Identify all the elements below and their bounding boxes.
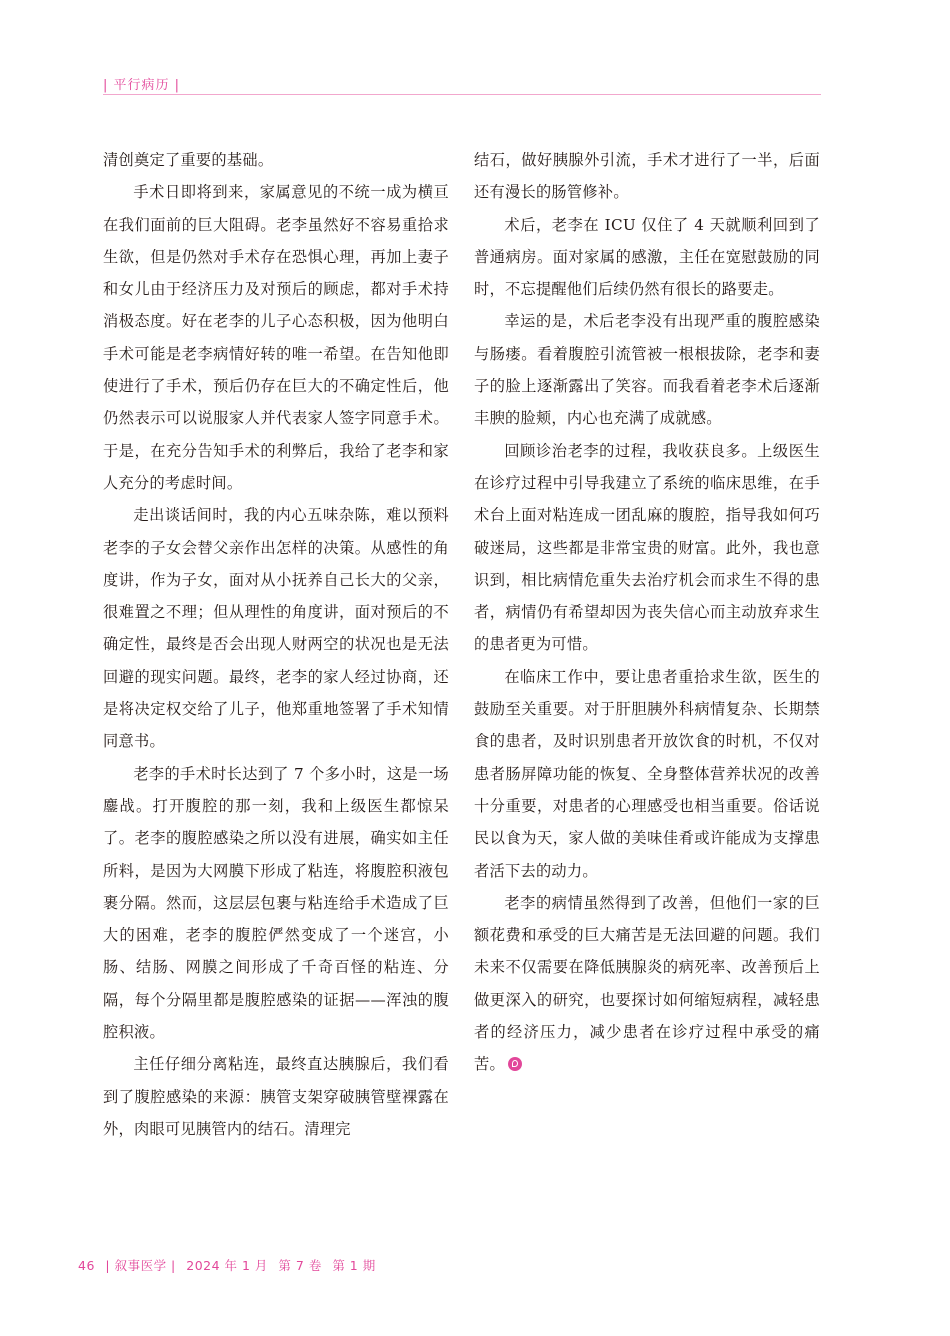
right-column: [474, 144, 820, 1081]
issue: 第 1 期: [332, 1258, 376, 1273]
paragraph: 主任仔细分离粘连，最终直达胰腺后，我们看到了腹腔感染的来源：胰管支架穿破胰管壁裸露在外，肉眼可见胰管内的结石。清理完: [103, 1055, 449, 1138]
paragraph: 术后，老李在 ICU 仅住了 4 天就顺利回到了普通病房。面对家属的感激，主任在宽慰鼓励的同时，不忘提醒他们后续仍然有很长的路要走。: [474, 215, 820, 299]
header-divider: [103, 94, 821, 95]
end-of-article-icon: [508, 1057, 522, 1071]
paragraph: 清创奠定了重要的基础。: [103, 151, 274, 169]
journal-name: | 叙事医学 |: [105, 1258, 176, 1273]
paragraph: 走出谈话间时，我的内心五味杂陈，难以预料老李的子女会替父亲作出怎样的决策。从感性的角度讲，作为子女，面对从小抚养自己长大的父亲，很难置之不理；但从理性的角度讲，面对预后的不确定性，最终是否会出现人财两空的状况也是无法回避的现实问题。最终，老李的家人经过协商，还是将决定权交给了儿子，他郑重地签署了手术知情同意书。: [103, 506, 449, 751]
section-header: | 平行病历 |: [103, 78, 181, 93]
paragraph: 手术日即将到来，家属意见的不统一成为横亘在我们面前的巨大阻碍。老李虽然好不容易重拾求生欲，但是仍然对手术存在恐惧心理，再加上妻子和女儿由于经济压力及对预后的顾虑，都对手术持消极态度。好在老李的儿子心态积极，因为他明白手术可能是老李病情好转的唯一希望。在告知他即使进行了手术，预后仍存在巨大的不确定性后，他仍然表示可以说服家人并代表家人签字同意手术。于是，在充分告知手术的利弊后，我给了老李和家人充分的考虑时间。: [103, 183, 449, 492]
paragraph: [474, 887, 820, 1081]
paragraph-text: 老李的病情虽然得到了改善，但他们一家的巨额花费和承受的巨大痛苦是无法回避的问题。我们未来不仅需要在降低胰腺炎的病死率、改善预后上做更深入的研究，也要探讨如何缩短病程，减轻患者的经济压力，减少患者在诊疗过程中承受的痛苦。: [474, 893, 820, 1074]
page-footer: [78, 1256, 382, 1274]
paragraph: 幸运的是，术后老李没有出现严重的腹腔感染与肠瘘。看着腹腔引流管被一根根拔除，老李和妻子的脸上逐渐露出了笑容。而我看着老李术后逐渐丰腴的脸颊，内心也充满了成就感。: [474, 312, 820, 428]
paragraph: 结石，做好胰腺外引流，手术才进行了一半，后面还有漫长的肠管修补。: [474, 151, 820, 202]
issue-date: 2024 年 1 月: [186, 1258, 268, 1273]
paragraph: 在临床工作中，要让患者重拾求生欲，医生的鼓励至关重要。对于肝胆胰外科病情复杂、长期禁食的患者，及时识别患者开放饮食的时机，不仅对患者肠屏障功能的恢复、全身整体营养状况的改善十分重要，对患者的心理感受也相当重要。俗话说民以食为天，家人做的美味佳肴或许能成为支撑患者活下去的动力。: [474, 667, 820, 880]
volume: 第 7 卷: [278, 1258, 322, 1273]
paragraph: 老李的手术时长达到了 7 个多小时，这是一场鏖战。打开腹腔的那一刻，我和上级医生都惊呆了。老李的腹腔感染之所以没有进展，确实如主任所料，是因为大网膜下形成了粘连，将腹腔积液包裹分隔。然而，这层层包裹与粘连给手术造成了巨大的困难，老李的腹腔俨然变成了一个迷宫，小肠、结肠、网膜之间形成了千奇百怪的粘连、分隔，每个分隔里都是腹腔感染的证据——浑浊的腹腔积液。: [103, 764, 449, 1042]
page-number: 46: [78, 1258, 95, 1273]
left-column: [103, 144, 449, 1145]
paragraph: 回顾诊治老李的过程，我收获良多。上级医生在诊疗过程中引导我建立了系统的临床思维，在手术台上面对粘连成一团乱麻的腹腔，指导我如何巧破迷局，这些都是非常宝贵的财富。此外，我也意识到，相比病情危重失去治疗机会而求生不得的患者，病情仍有希望却因为丧失信心而主动放弃求生的患者更为可惜。: [474, 441, 820, 654]
